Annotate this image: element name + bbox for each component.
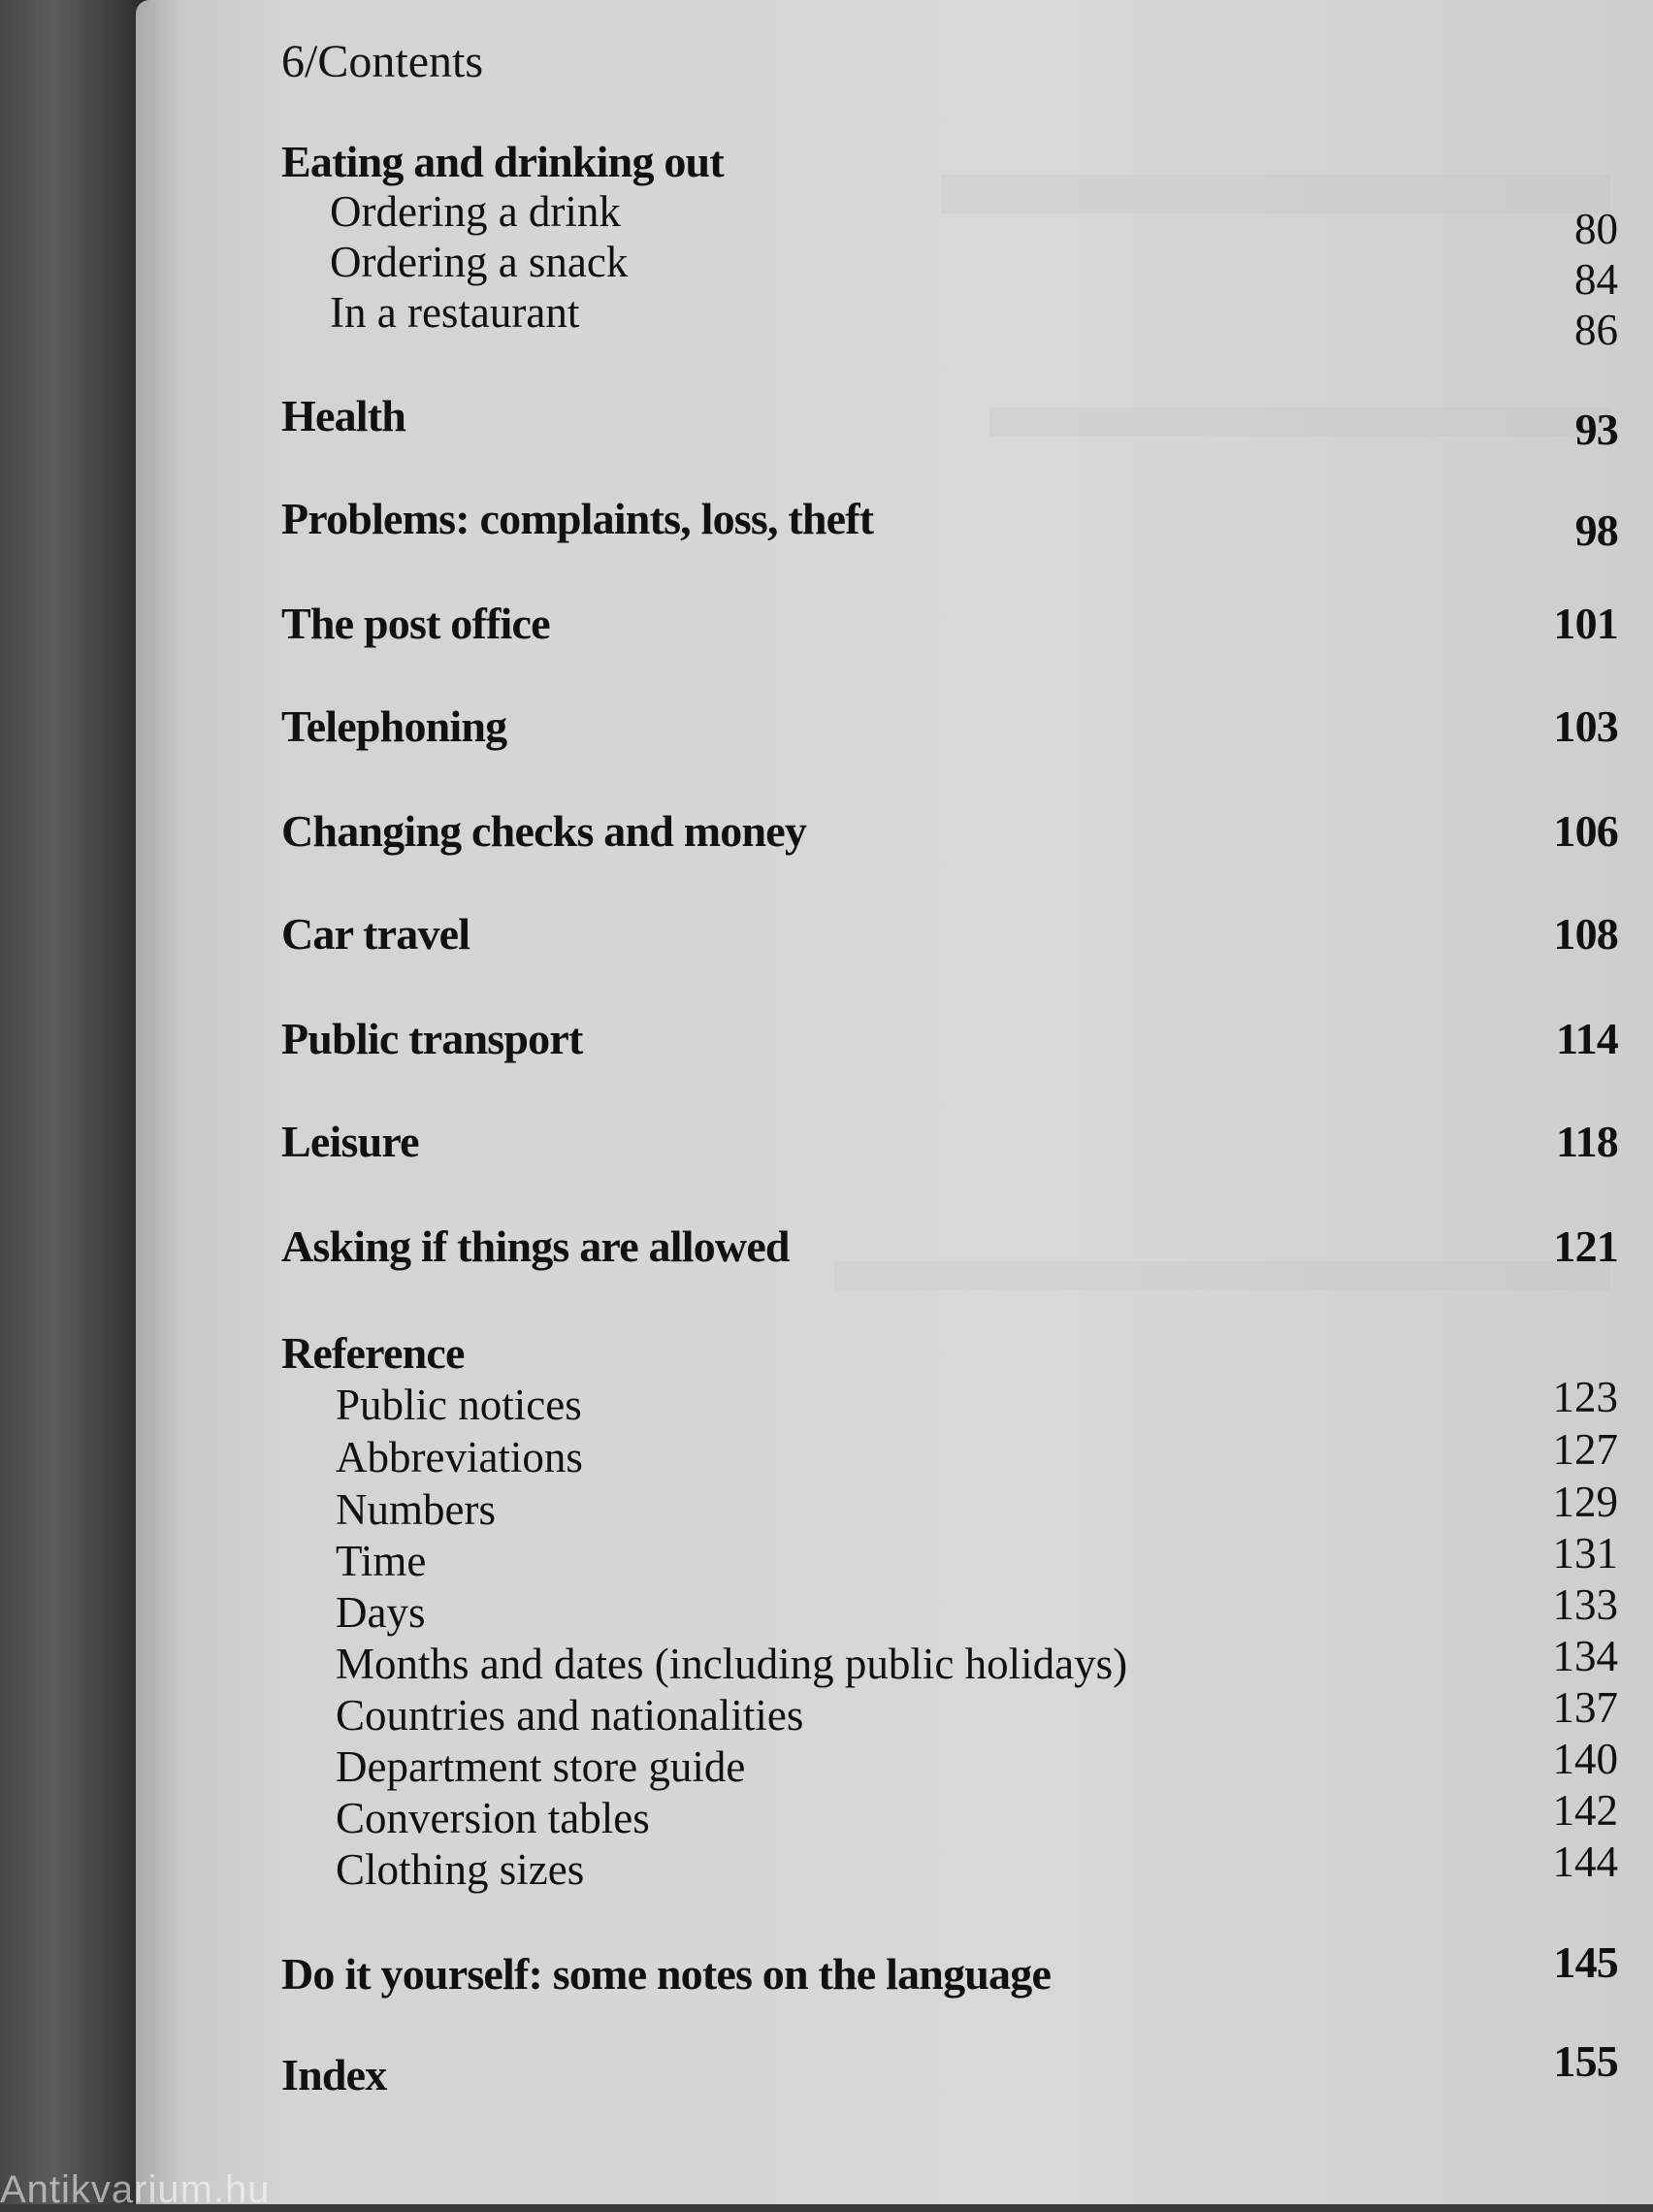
toc-entry-title: Index xyxy=(281,2050,387,2099)
toc-entry xyxy=(281,186,1618,253)
toc-entry-page: 108 xyxy=(1553,909,1618,959)
toc-entry-title: Changing checks and money xyxy=(281,806,807,856)
toc-entry xyxy=(281,1632,1618,1689)
toc-entry-title: Days xyxy=(336,1588,426,1637)
toc-entry-page: 142 xyxy=(1552,1786,1618,1835)
toc-entry-title: Asking if things are allowed xyxy=(281,1221,790,1271)
toc-entry xyxy=(281,1580,1618,1638)
toc-entry xyxy=(281,805,1618,857)
toc-entry-page: 133 xyxy=(1552,1580,1618,1629)
toc-entry-page: 114 xyxy=(1555,1014,1618,1063)
toc-entry-title: Public notices xyxy=(336,1381,582,1429)
toc-entry-title: Ordering a snack xyxy=(330,238,629,286)
toc-entry-title: Months and dates (including public holidays) xyxy=(336,1640,1128,1688)
toc-entry-page: 80 xyxy=(1574,205,1618,253)
toc-entry-page: 101 xyxy=(1553,599,1618,648)
toc-entry-title: Telephoning xyxy=(281,701,507,751)
toc-entry-page: 129 xyxy=(1552,1478,1618,1526)
toc-entry xyxy=(281,1220,1618,1272)
toc-entry xyxy=(281,1786,1618,1843)
toc-entry-title: Public transport xyxy=(281,1014,583,1063)
toc-entry-title: Reference xyxy=(281,1328,465,1378)
toc-entry xyxy=(281,598,1618,649)
toc-entry-title: Numbers xyxy=(336,1485,496,1534)
toc-entry-title: The post office xyxy=(281,599,550,648)
toc-entry-page: 155 xyxy=(1553,2036,1618,2086)
toc-entry-page: 86 xyxy=(1574,306,1618,354)
toc-entry-page: 98 xyxy=(1574,505,1618,555)
toc-entry-title: Ordering a drink xyxy=(330,187,621,236)
toc-entry xyxy=(281,237,1618,304)
toc-entry-title: Abbreviations xyxy=(336,1433,583,1481)
toc-entry xyxy=(281,2036,1618,2100)
toc-entry-page: 106 xyxy=(1553,806,1618,856)
toc-entry-page: 144 xyxy=(1552,1838,1618,1886)
toc-entry xyxy=(281,390,1618,454)
toc-entry xyxy=(281,1937,1618,2000)
toc-entry-page: 103 xyxy=(1553,701,1618,751)
toc-entry xyxy=(281,1373,1618,1430)
toc-entry-page: 93 xyxy=(1574,405,1618,454)
toc-entry-title: Department store guide xyxy=(336,1742,746,1791)
toc-entry-title: Car travel xyxy=(281,909,470,959)
toc-entry xyxy=(281,1425,1618,1482)
page-header: 6/Contents xyxy=(281,36,484,87)
toc-entry-title: Eating and drinking out xyxy=(281,137,724,186)
toc-entry-title: Leisure xyxy=(281,1117,419,1166)
toc-entry xyxy=(281,287,1618,354)
toc-entry xyxy=(281,700,1618,752)
toc-entry-page: 140 xyxy=(1552,1735,1618,1783)
toc-entry xyxy=(281,1735,1618,1792)
book-spine-shadow xyxy=(0,0,155,2204)
toc-entry-page: 145 xyxy=(1553,1937,1618,1987)
toc-entry xyxy=(281,908,1618,960)
toc-entry-page: 137 xyxy=(1552,1683,1618,1732)
watermark: Antikvarium.hu xyxy=(0,2168,271,2211)
toc-entry xyxy=(281,1327,1618,1379)
toc-entry xyxy=(281,1838,1618,1895)
toc-entry-title: In a restaurant xyxy=(330,288,580,337)
toc-entry-page: 121 xyxy=(1553,1221,1618,1271)
toc-entry xyxy=(281,1529,1618,1586)
toc-entry-page: 127 xyxy=(1552,1425,1618,1474)
toc-entry xyxy=(281,136,1618,187)
toc-entry-page: 134 xyxy=(1552,1632,1618,1680)
toc-entry-title: Conversion tables xyxy=(336,1794,650,1842)
toc-entry-title: Time xyxy=(336,1537,427,1585)
book-page xyxy=(136,0,1653,2204)
toc-entry xyxy=(281,1478,1618,1535)
toc-entry-title: Problems: complaints, loss, theft xyxy=(281,494,874,543)
toc-entry-page: 123 xyxy=(1552,1373,1618,1421)
toc-entry-page: 84 xyxy=(1574,255,1618,304)
toc-entry xyxy=(281,1683,1618,1740)
toc-entry-title: Health xyxy=(281,391,406,440)
toc-entry-title: Countries and nationalities xyxy=(336,1691,804,1740)
toc-entry-title: Do it yourself: some notes on the language xyxy=(281,1949,1052,1999)
toc-entry-title: Clothing sizes xyxy=(336,1845,585,1894)
toc-entry xyxy=(281,1116,1618,1167)
toc-entry xyxy=(281,493,1618,555)
toc-entry xyxy=(281,1013,1618,1064)
toc-entry-page: 131 xyxy=(1552,1529,1618,1578)
toc-entry-page: 118 xyxy=(1555,1117,1618,1166)
